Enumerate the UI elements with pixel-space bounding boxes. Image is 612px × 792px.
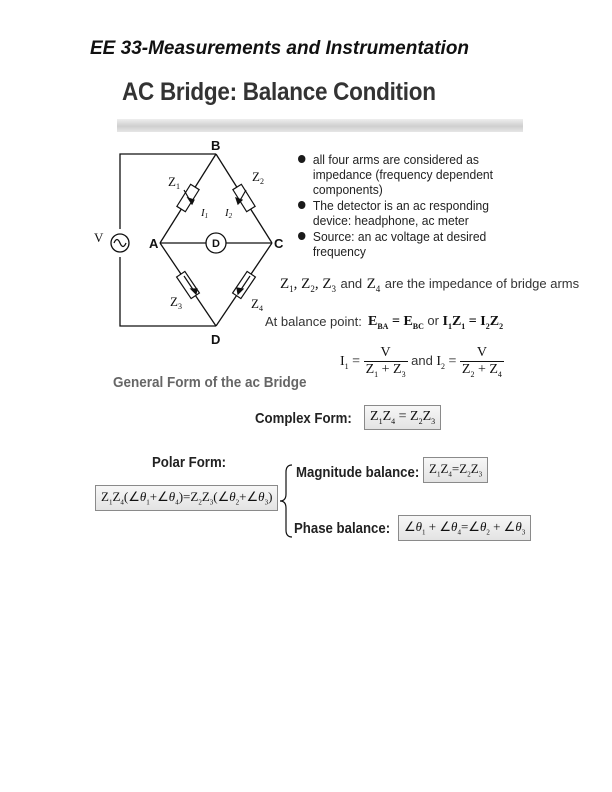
bullet-item: Source: an ac voltage at desired frequency: [298, 229, 521, 259]
z4-label: $Z_4$: [251, 296, 263, 313]
document-header: EE 33-Measurements and Instrumentation: [90, 38, 470, 59]
complex-form-label: Complex Form:: [255, 410, 352, 427]
title-divider-bar: [117, 119, 523, 132]
phase-balance-label: Phase balance:: [294, 520, 391, 537]
current-equations: $I_1$ = $\frac{V}{Z_1 + Z_3}$ and $I_2$ = $\frac{V}{Z_2 + Z_4}$: [340, 345, 502, 379]
impedance-note: $Z_1$, $Z_2$, $Z_3$ and $Z_4$ are the impedance of bridge arms: [280, 276, 580, 294]
complex-form-equation: $Z_1Z_4 = Z_2Z_3$: [364, 405, 441, 430]
z2-label: $Z_2$: [252, 169, 264, 186]
node-b-label: B: [211, 138, 221, 153]
detector-label: D: [212, 238, 220, 250]
polar-form-label: Polar Form:: [152, 454, 227, 471]
node-c-label: C: [274, 236, 284, 251]
z1-label: $Z_1$: [168, 174, 180, 191]
node-d-label: D: [211, 332, 221, 347]
source-label: V: [94, 230, 104, 245]
brace-icon: [278, 462, 294, 540]
phase-balance-equation: $\angle\theta_1$ + $\angle\theta_4=\angle\theta_2$ + $\angle\theta_3$: [398, 515, 531, 541]
balance-equation: $E_{BA} = E_{BC}$ or $I_1Z_1 = I_2Z_2$: [368, 313, 504, 331]
i1-label: I1: [201, 207, 209, 220]
node-a-label: A: [149, 236, 159, 251]
z3-label: $Z_3$: [170, 294, 182, 311]
general-form-label: General Form of the ac Bridge: [113, 374, 307, 391]
polar-form-equation: $Z_1Z_4(\angle\theta_1+\angle\theta_4)=Z_2Z_3(\angle\theta_2+\angle\theta_3)$: [95, 485, 278, 511]
bullet-item: all four arms are considered as impedance (frequency dependent components): [298, 152, 521, 197]
bullet-list: [298, 152, 538, 260]
magnitude-balance-equation: $Z_1Z_4=Z_2Z_3$: [423, 457, 488, 483]
bullet-item: The detector is an ac responding device: headphone, ac meter: [298, 198, 521, 228]
balance-label: At balance point:: [265, 314, 362, 329]
i2-label: I2: [225, 207, 233, 220]
magnitude-balance-label: Magnitude balance:: [296, 464, 420, 481]
slide-title: AC Bridge: Balance Condition: [122, 78, 436, 106]
